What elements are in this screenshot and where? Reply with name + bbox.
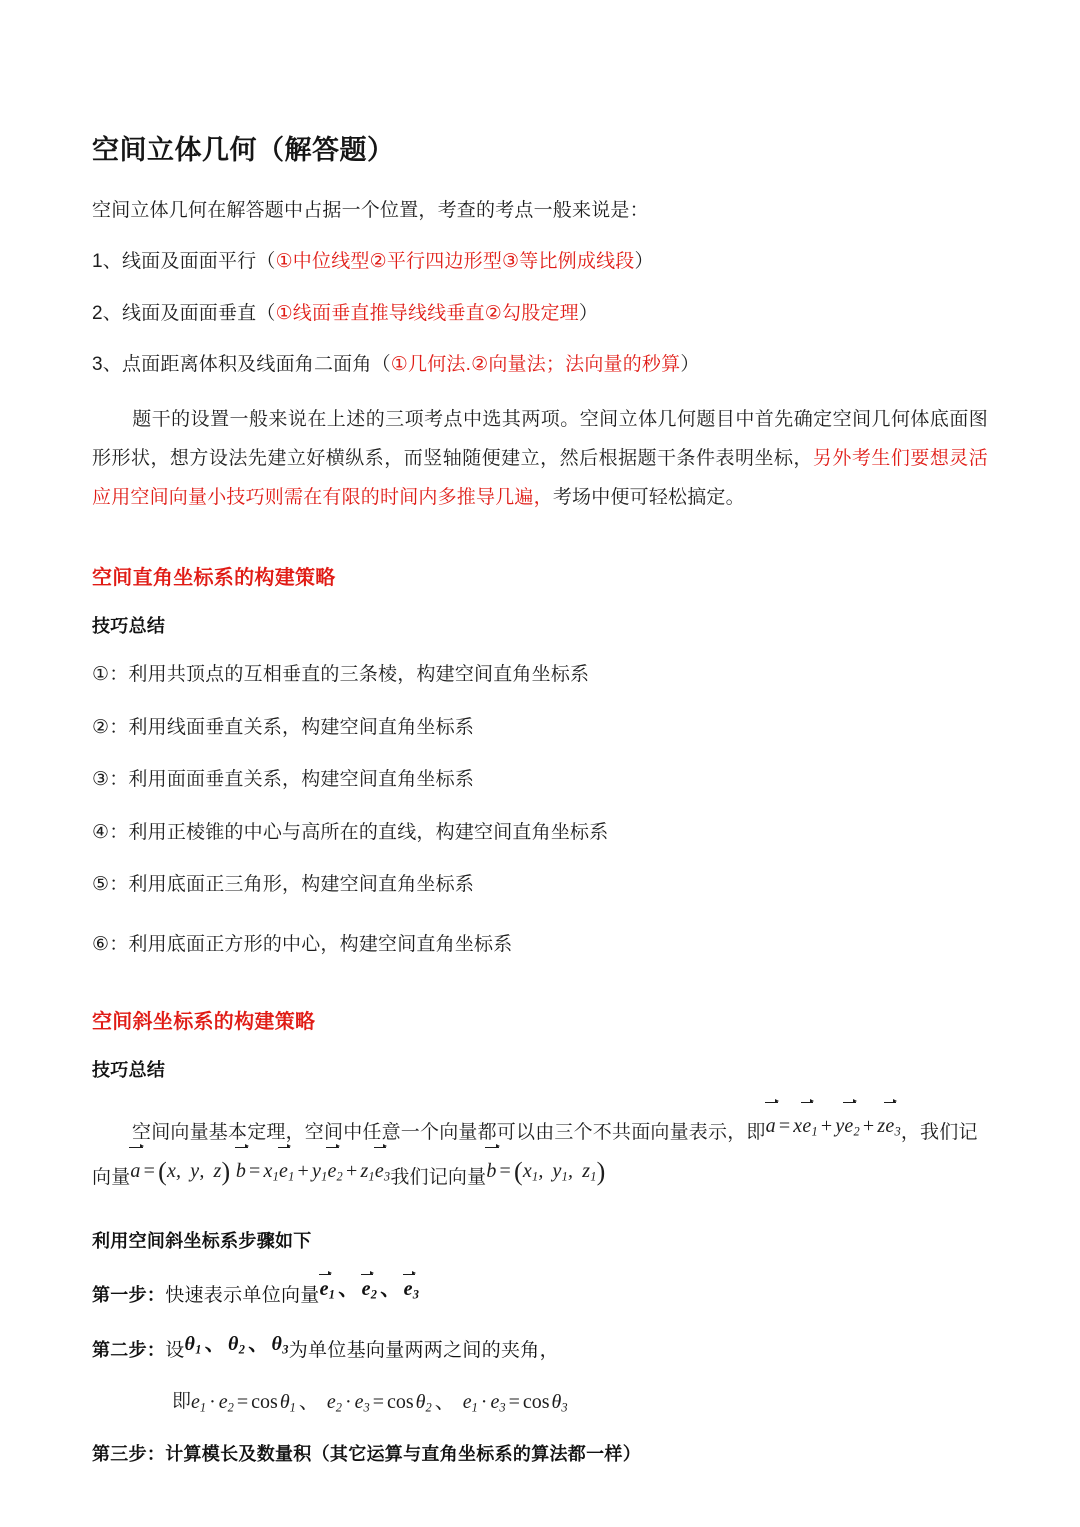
step-two-label: 第二步： — [92, 1339, 166, 1360]
step-two-formula-row — [92, 1385, 988, 1414]
point-3-lead: 3、点面距离体积及线面角二面角（ — [92, 354, 391, 376]
steps-heading: 利用空间斜坐标系步骤如下 — [92, 1230, 312, 1251]
step-one — [92, 1279, 988, 1308]
list-item: ⑤：利用底面正三角形，构建空间直角坐标系 — [92, 874, 475, 896]
list-item: ⑥：利用底面正方形的中心，构建空间直角坐标系 — [92, 934, 513, 956]
formula-vector-a-coords: a = (x, y, z) — [130, 1160, 230, 1182]
numbered-point-3 — [92, 350, 988, 380]
paragraph-black-part-1: 题干的设置一般来说在上述的三项考点中选其两项。空间立体几何题目中首先确定空间几何体底面图形形状，想方设法先建立好横纵系，而竖轴随便建立，然后根据题干条件表明坐标， — [92, 408, 988, 469]
sub-heading-rect-tips: 技巧总结 — [92, 616, 166, 637]
step-one-text: 快速表示单位向量 — [165, 1284, 320, 1306]
point-3-tail: ） — [680, 354, 700, 376]
formula-unit-vectors: $e_1$ 、 $e_2$ 、 $e_3$ — [319, 1277, 420, 1302]
overview-paragraph — [92, 401, 988, 518]
point-1-tail: ） — [634, 251, 654, 273]
formula-dot-products-cosines: $e_1 \cdot e_2 = \cos \theta_1$ 、 $e_2 \cdot e_3 = \cos \theta_2$ 、 $e_1 \cdot e_3 = \cos \theta_3$ — [191, 1390, 568, 1415]
point-3-red: ①几何法.②向量法；法向量的秒算 — [390, 354, 681, 376]
section-heading-rectangular: 空间直角坐标系的构建策略 — [92, 567, 336, 590]
step-three-text: 计算模长及数量积（其它运算与直角坐标系的算法都一样） — [165, 1443, 642, 1464]
list-item: ①：利用共顶点的互相垂直的三条棱，构建空间直角坐标系 — [92, 664, 590, 686]
point-2-tail: ） — [578, 302, 599, 324]
paragraph-black-part-2: 考场中便可轻松搞定。 — [552, 486, 745, 508]
formula-vector-a-decomposition: $a = xe_1 + ye_2 + ze_3$ — [766, 1115, 901, 1137]
theorem-text-middle: ，我们记向量 — [92, 1121, 978, 1188]
theorem-text-before: 空间向量基本定理，空间中任意一个向量都可以由三个不共面向量表示，即 — [132, 1121, 766, 1143]
list-item: ②：利用线面垂直关系，构建空间直角坐标系 — [92, 716, 475, 738]
step-three-label: 第三步： — [92, 1443, 166, 1464]
formula-vector-b-coords: $b = (x_1$, $y_1$, $z_1$) — [486, 1160, 605, 1182]
step-one-label: 第一步： — [92, 1284, 166, 1305]
paragraph-red-part: 另外考生们要想灵活应用空间向量小技巧则需在有限的时间内多推导几遍， — [92, 447, 988, 508]
formula-vector-b-decomposition: $b = x_1e_1 + y_1e_2 + z_1e_3$ — [236, 1160, 390, 1182]
step-two-text-after: 为单位基向量两两之间的夹角， — [288, 1339, 559, 1361]
numbered-point-2 — [92, 299, 988, 329]
page-title: 空间立体几何（解答题） — [92, 135, 395, 165]
sub-heading-oblique-tips: 技巧总结 — [92, 1059, 166, 1080]
step-three — [92, 1440, 988, 1466]
formula-theta-angles: $\theta_1$ 、 $\theta_2$ 、 $\theta_3$ — [184, 1332, 289, 1357]
theorem-text-after: 我们记向量 — [390, 1166, 487, 1188]
point-1-red: ①中位线型②平行四边形型③等比例成线段 — [275, 251, 635, 273]
formula-row-label: 即 — [172, 1390, 192, 1412]
theorem-paragraph — [92, 1112, 988, 1205]
point-1-lead: 1、线面及面面平行（ — [92, 251, 276, 273]
point-2-red: ①线面垂直推导线线垂直②勾股定理 — [275, 302, 579, 324]
numbered-point-1 — [92, 247, 988, 277]
point-2-lead: 2、线面及面面垂直（ — [92, 302, 276, 324]
intro-paragraph: 空间立体几何在解答题中占据一个位置，考查的考点一般来说是： — [92, 200, 649, 222]
section-heading-oblique: 空间斜坐标系的构建策略 — [92, 1010, 316, 1033]
step-two — [92, 1334, 988, 1363]
list-item: ④：利用正棱锥的中心与高所在的直线，构建空间直角坐标系 — [92, 821, 609, 843]
step-two-text-before: 设 — [165, 1339, 185, 1361]
list-item: ③：利用面面垂直关系，构建空间直角坐标系 — [92, 769, 475, 791]
